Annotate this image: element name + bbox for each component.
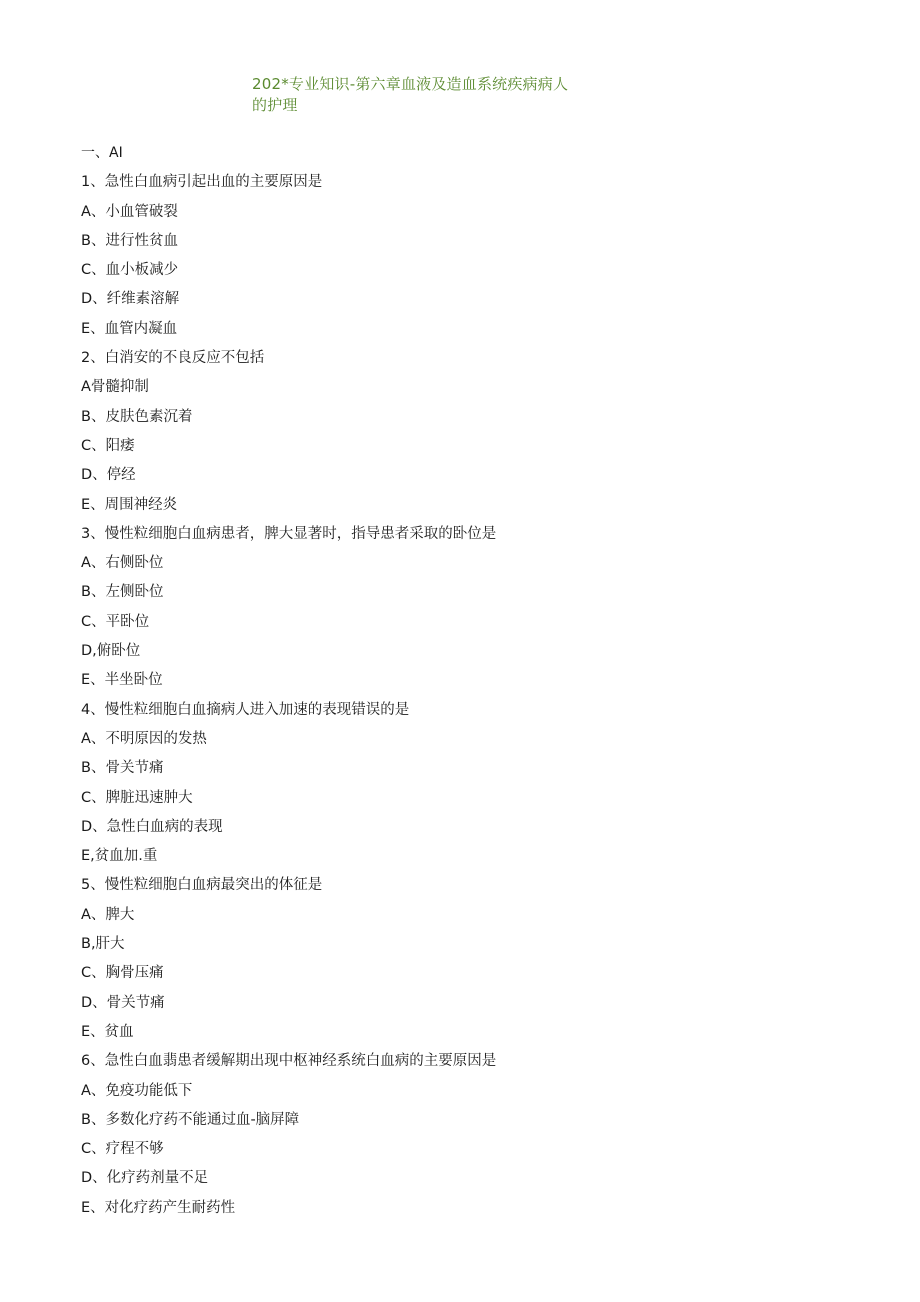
- option-b: B、进行性贫血: [81, 232, 178, 249]
- question-stem: 2、白消安的不良反应不包括: [81, 350, 265, 367]
- option-c: C、胸骨压痛: [81, 965, 164, 982]
- option-a: A骨髓抑制: [81, 379, 149, 396]
- section-heading: 一、AI: [81, 145, 123, 161]
- option-b: B、多数化疗药不能通过血-脑屏障: [81, 1111, 300, 1128]
- option-e: E、对化疗药产生耐药性: [81, 1199, 236, 1216]
- question-3: [81, 523, 861, 699]
- option-a: A、脾大: [81, 906, 135, 923]
- option-d: D,俯卧位: [81, 643, 141, 660]
- question-2: [81, 347, 861, 523]
- option-a: A、小血管破裂: [81, 203, 178, 220]
- option-d: D、急性白血病的表现: [81, 818, 223, 835]
- question-stem: 6、急性白血翡患者缓解期出现中枢神经系统白血病的主要原因是: [81, 1053, 497, 1070]
- option-c: C、脾脏迅速肿大: [81, 789, 193, 806]
- option-c: C、血小板减少: [81, 262, 179, 279]
- option-e: E、周围神经炎: [81, 496, 178, 513]
- option-a: A、不明原因的发热: [81, 730, 207, 747]
- option-a: A、免疫功能低下: [81, 1082, 193, 1099]
- option-c: C、阳痿: [81, 437, 135, 454]
- option-a: A、右侧卧位: [81, 555, 164, 572]
- option-e: E、贫血: [81, 1023, 134, 1040]
- question-stem: 1、急性白血病引起出血的主要原因是: [81, 174, 323, 191]
- option-d: D、停经: [81, 467, 136, 484]
- option-b: B,肝大: [81, 936, 125, 953]
- document-title: [252, 74, 592, 116]
- question-stem: 4、慢性粒细胞白血摘病人进入加速的表现错误的是: [81, 701, 410, 718]
- question-5: [81, 874, 861, 1050]
- option-c: C、平卧位: [81, 613, 150, 630]
- option-b: B、骨关节痛: [81, 760, 164, 777]
- option-b: B、皮肤色素沉着: [81, 408, 193, 425]
- document-title-line-2: 的护理: [252, 96, 298, 114]
- question-4: [81, 699, 861, 875]
- question-1: [81, 171, 861, 347]
- question-6: [81, 1050, 861, 1226]
- option-d: D、骨关节痛: [81, 994, 165, 1011]
- question-stem: 3、慢性粒细胞白血病患者，脾大显著时，指导患者采取的卧位是: [81, 525, 497, 542]
- question-stem: 5、慢性粒细胞白血病最突出的体征是: [81, 877, 323, 894]
- document-title-line-1: 202*专业知识-第六章血液及造血系统疾病病人: [252, 75, 569, 93]
- option-e: E、血管内凝血: [81, 320, 178, 337]
- option-b: B、左侧卧位: [81, 584, 164, 601]
- option-c: C、疗程不够: [81, 1141, 164, 1158]
- option-e: E,贫血加.重: [81, 848, 158, 865]
- option-d: D、化疗药剂量不足: [81, 1170, 209, 1187]
- question-list: [81, 142, 861, 1226]
- option-d: D、纤维素溶解: [81, 291, 180, 308]
- option-e: E、半坐卧位: [81, 672, 163, 689]
